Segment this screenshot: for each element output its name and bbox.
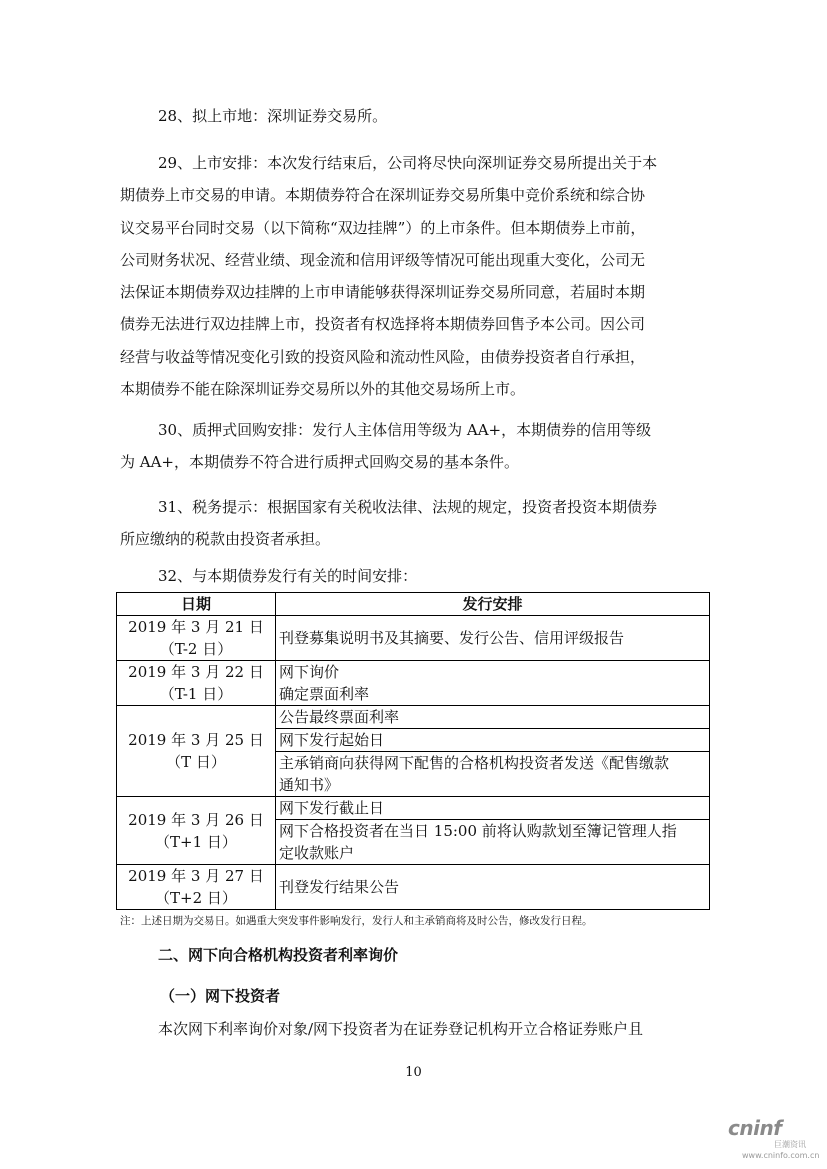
arrangement-cell: 网下合格投资者在当日 15:00 前将认购款划至簿记管理人指 定收款账户 <box>276 820 710 865</box>
page-number: 10 <box>405 1065 422 1080</box>
item-32: 32、与本期债券发行有关的时间安排： <box>158 567 418 585</box>
arrangement-cell: 网下发行截止日 <box>276 797 710 820</box>
item-29 <box>120 147 712 405</box>
item-29-line: 债券无法进行双边挂牌上市，投资者有权选择将本期债券回售予本公司。因公司 <box>120 315 646 334</box>
item-29-line: 本期债券不能在除深圳证券交易所以外的其他交易场所上市。 <box>120 380 526 399</box>
day-text: （T 日） <box>166 753 226 771</box>
date-text: 2019 年 3 月 22 日 <box>128 663 264 681</box>
subsection-heading: （一）网下投资者 <box>160 987 281 1005</box>
arrangement-cell: 刊登募集说明书及其摘要、发行公告、信用评级报告 <box>276 616 710 661</box>
item-29-line: 29、上市安排：本次发行结束后，公司将尽快向深圳证券交易所提出关于本 <box>158 154 658 172</box>
date-text: 2019 年 3 月 27 日 <box>128 867 264 885</box>
section-heading: 二、网下向合格机构投资者利率询价 <box>158 946 399 964</box>
day-text: （T+2 日） <box>155 889 237 907</box>
item-30 <box>120 414 712 479</box>
item-29-line: 议交易平台同时交易（以下简称“双边挂牌”）的上市条件。但本期债券上市前， <box>120 218 646 237</box>
item-30-line: 30、质押式回购安排：发行人主体信用等级为 AA+，本期债券的信用等级 <box>158 421 652 439</box>
day-text: （T-1 日） <box>159 685 233 703</box>
body-line: 本次网下利率询价对象/网下投资者为在证券登记机构开立合格证券账户且 <box>158 1020 644 1038</box>
item-29-line: 经营与收益等情况变化引致的投资风险和流动性风险，由债券投资者自行承担， <box>120 347 646 366</box>
date-cell <box>117 706 276 797</box>
arrangement-cell: 网下询价 确定票面利率 <box>276 661 710 706</box>
item-29-line: 公司财务状况、经营业绩、现金流和信用评级等情况可能出现重大变化，公司无 <box>120 250 646 269</box>
item-29-line: 法保证本期债券双边挂牌的上市申请能够获得深圳证券交易所同意，若届时本期 <box>120 283 646 302</box>
schedule-table <box>116 592 710 910</box>
date-cell <box>117 865 276 910</box>
table-row <box>117 706 710 729</box>
arrangement-cell: 网下发行起始日 <box>276 729 710 752</box>
table-row <box>117 797 710 820</box>
logo-url: www.cninfo.com.cn <box>742 1151 820 1160</box>
table-header-row <box>117 593 710 616</box>
item-31 <box>120 491 712 556</box>
date-cell <box>117 616 276 661</box>
item-29-line: 期债券上市交易的申请。本期债券符合在深圳证券交易所集中竞价系统和综合协 <box>120 186 646 205</box>
date-text: 2019 年 3 月 26 日 <box>128 810 264 829</box>
logo-sub: 巨潮资讯 <box>774 1140 806 1149</box>
arrangement-cell: 刊登发行结果公告 <box>276 865 710 910</box>
date-cell <box>117 661 276 706</box>
col-date-header: 日期 <box>117 593 276 616</box>
date-cell <box>117 797 276 865</box>
item-28: 28、拟上市地：深圳证券交易所。 <box>158 107 388 125</box>
item-31-line: 所应缴纳的税款由投资者承担。 <box>120 530 331 549</box>
logo-word: cninf <box>728 1116 782 1140</box>
table-row <box>117 616 710 661</box>
table-row <box>117 661 710 706</box>
body-paragraph <box>120 1013 712 1045</box>
table-note: 注：上述日期为交易日。如遇重大突发事件影响发行，发行人和主承销商将及时公告，修改发行日程。 <box>120 915 593 927</box>
date-text: 2019 年 3 月 25 日 <box>128 731 264 749</box>
col-arrangement-header: 发行安排 <box>276 593 710 616</box>
day-text: （T-2 日） <box>159 640 233 658</box>
table-row <box>117 865 710 910</box>
item-31-line: 31、税务提示：根据国家有关税收法律、法规的规定，投资者投资本期债券 <box>158 498 658 516</box>
item-30-line: 为 AA+，本期债券不符合进行质押式回购交易的基本条件。 <box>120 453 520 472</box>
arrangement-cell: 公告最终票面利率 <box>276 706 710 729</box>
cninfo-logo <box>728 1116 818 1164</box>
day-text: （T+1 日） <box>155 832 237 851</box>
arrangement-cell: 主承销商向获得网下配售的合格机构投资者发送《配售缴款 通知书》 <box>276 752 710 797</box>
date-text: 2019 年 3 月 21 日 <box>128 618 264 636</box>
